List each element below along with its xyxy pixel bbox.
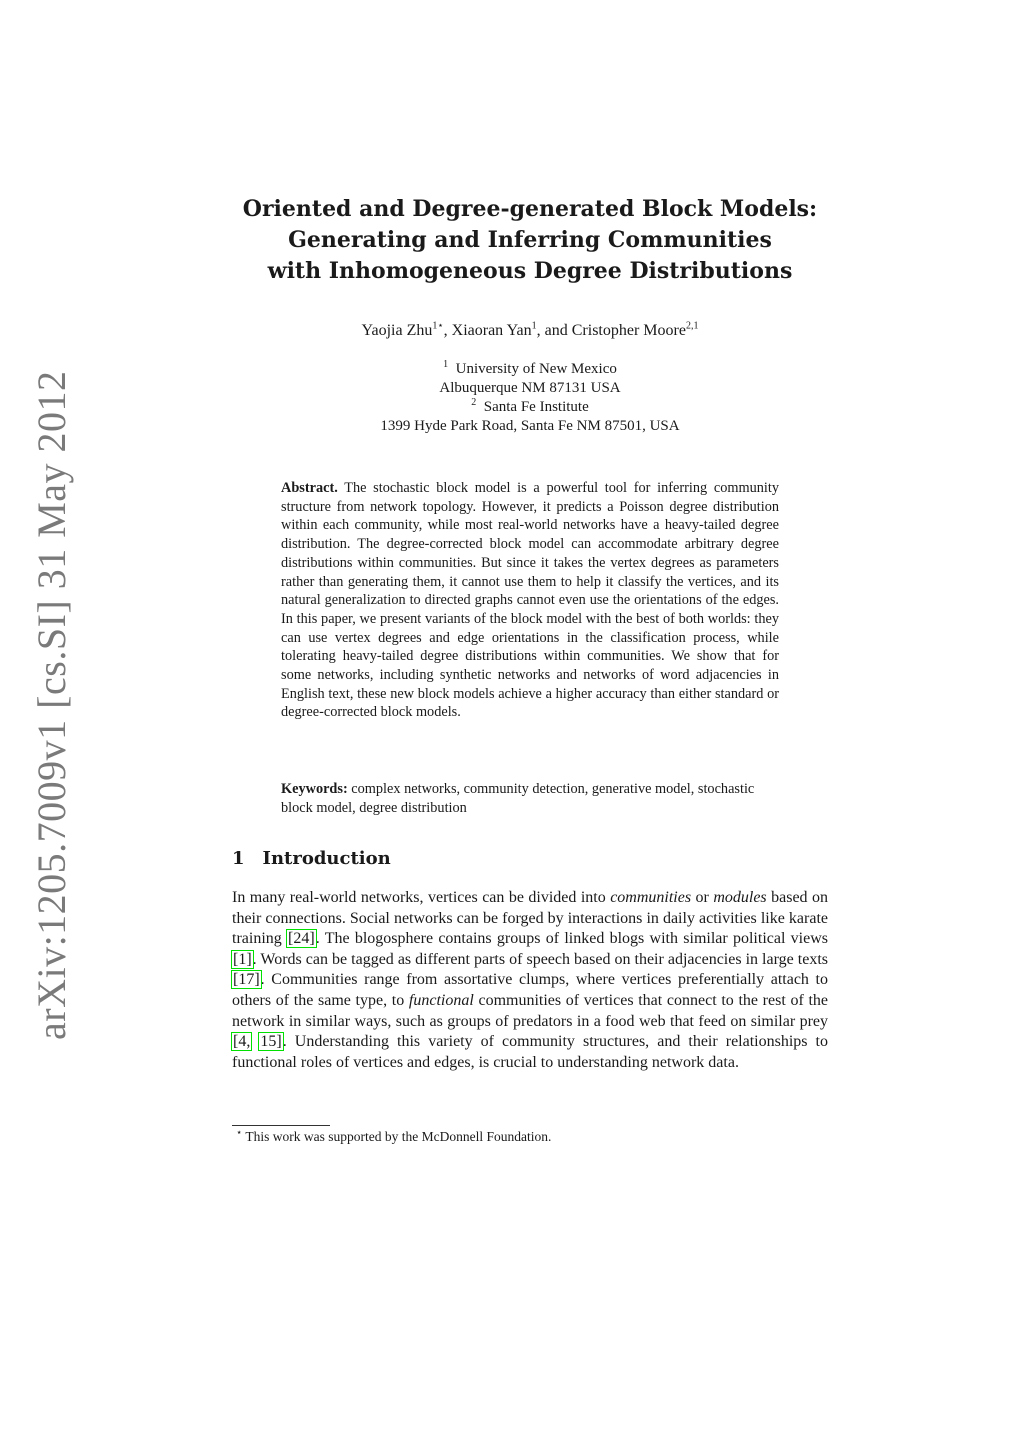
arxiv-identifier-stamp: arXiv:1205.7009v1 [cs.SI] 31 May 2012 xyxy=(29,370,74,1040)
author-list xyxy=(232,322,828,340)
author-1: Yaojia Zhu xyxy=(361,322,433,339)
title-line-1: Oriented and Degree-generated Block Models: xyxy=(242,196,818,222)
keywords-label: Keywords: xyxy=(281,781,348,797)
author-separator: , and xyxy=(536,322,572,339)
affiliation-1-address: Albuquerque NM 87131 USA xyxy=(439,380,621,396)
affiliation-1-mark: 1 xyxy=(443,359,449,370)
abstract-label: Abstract. xyxy=(281,480,338,496)
intro-text: . Communities range from assortative clumps, where vertices preferentially attach to others of the same type, to xyxy=(232,971,828,1009)
section-number: 1 xyxy=(232,848,245,869)
affiliations xyxy=(232,360,828,436)
section-title: Introduction xyxy=(262,848,391,869)
citation-link-4[interactable]: [4, xyxy=(233,1033,251,1051)
keywords xyxy=(281,780,779,817)
title-line-3: with Inhomogeneous Degree Distributions xyxy=(267,258,793,284)
author-3-affil: 2,1 xyxy=(685,320,699,332)
author-2-affil: 1 xyxy=(531,320,537,332)
section-heading xyxy=(232,848,391,869)
footnote xyxy=(236,1129,551,1145)
affiliation-1-text: University of New Mexico xyxy=(455,361,617,377)
intro-text: based on their connections. Social networks can be forged by interactions in daily activities like karate training xyxy=(232,889,828,948)
affiliation-2-text: Santa Fe Institute xyxy=(483,399,589,415)
citation-link-17[interactable]: [17] xyxy=(233,971,260,989)
footnote-mark: ⋆ xyxy=(236,1127,243,1139)
citation-link-1[interactable]: [1] xyxy=(233,950,252,968)
author-separator: , xyxy=(443,322,452,339)
footnote-text: This work was supported by the McDonnell Foundation. xyxy=(245,1129,552,1144)
author-3: Cristopher Moore xyxy=(571,322,686,339)
affiliation-2-address: 1399 Hyde Park Road, Santa Fe NM 87501, USA xyxy=(380,418,680,434)
author-1-affil: 1⋆ xyxy=(432,320,444,332)
paper-title xyxy=(232,194,828,287)
intro-emphasis: functional xyxy=(408,991,474,1009)
intro-emphasis: communities xyxy=(610,889,692,906)
intro-text: . Words can be tagged as different parts of speech based on their adjacencies in large texts xyxy=(252,950,828,968)
introduction-paragraph xyxy=(232,888,828,1073)
title-line-2: Generating and Inferring Communities xyxy=(288,227,772,253)
intro-emphasis: modules xyxy=(713,889,767,906)
intro-text: . Understanding this variety of community structures, and their relationships to functional roles of vertices and edges, is crucial to understanding network data. xyxy=(232,1033,829,1071)
intro-text: In many real-world networks, vertices can be divided into xyxy=(232,889,611,906)
footnote-divider xyxy=(232,1125,330,1126)
abstract-text: The stochastic block model is a powerful tool for inferring community structure from network topology. However, it predicts a Poisson degree distribution within each community, while most real-world networks have a heavy-tailed degree distribution. The degree-corrected block model can accommodate arbitrary degree distributions within communities. But since it takes the vertex degrees as parameters rather than generating them, it cannot use them to help it classify the vertices, and its natural generalization to directed graphs cannot even use the orientations of the edges. In this paper, we present variants of the block model with the best of both worlds: they can use vertex degrees and edge orientations in the classification process, while tolerating heavy-tailed degree distributions within communities. We show that for some networks, including synthetic networks and networks of word adjacencies in English text, these new block models achieve a higher accuracy than either standard or degree-corrected block models. xyxy=(281,480,779,721)
abstract xyxy=(281,479,779,722)
keywords-text: complex networks, community detection, generative model, stochastic block model, degree distribution xyxy=(281,781,755,816)
intro-text: communities of vertices that connect to the rest of the network in similar ways, such as groups of predators in a food web that feed on similar prey xyxy=(232,991,828,1030)
citation-link-15[interactable]: 15] xyxy=(260,1033,282,1051)
author-2: Xiaoran Yan xyxy=(451,322,532,339)
affiliation-2-mark: 2 xyxy=(471,397,477,408)
intro-text: . The blogosphere contains groups of linked blogs with similar political views xyxy=(315,930,829,948)
affiliation-1-name xyxy=(232,360,828,379)
intro-text: or xyxy=(691,889,714,906)
citation-link-24[interactable]: [24] xyxy=(288,930,315,948)
affiliation-2-name xyxy=(232,398,828,417)
